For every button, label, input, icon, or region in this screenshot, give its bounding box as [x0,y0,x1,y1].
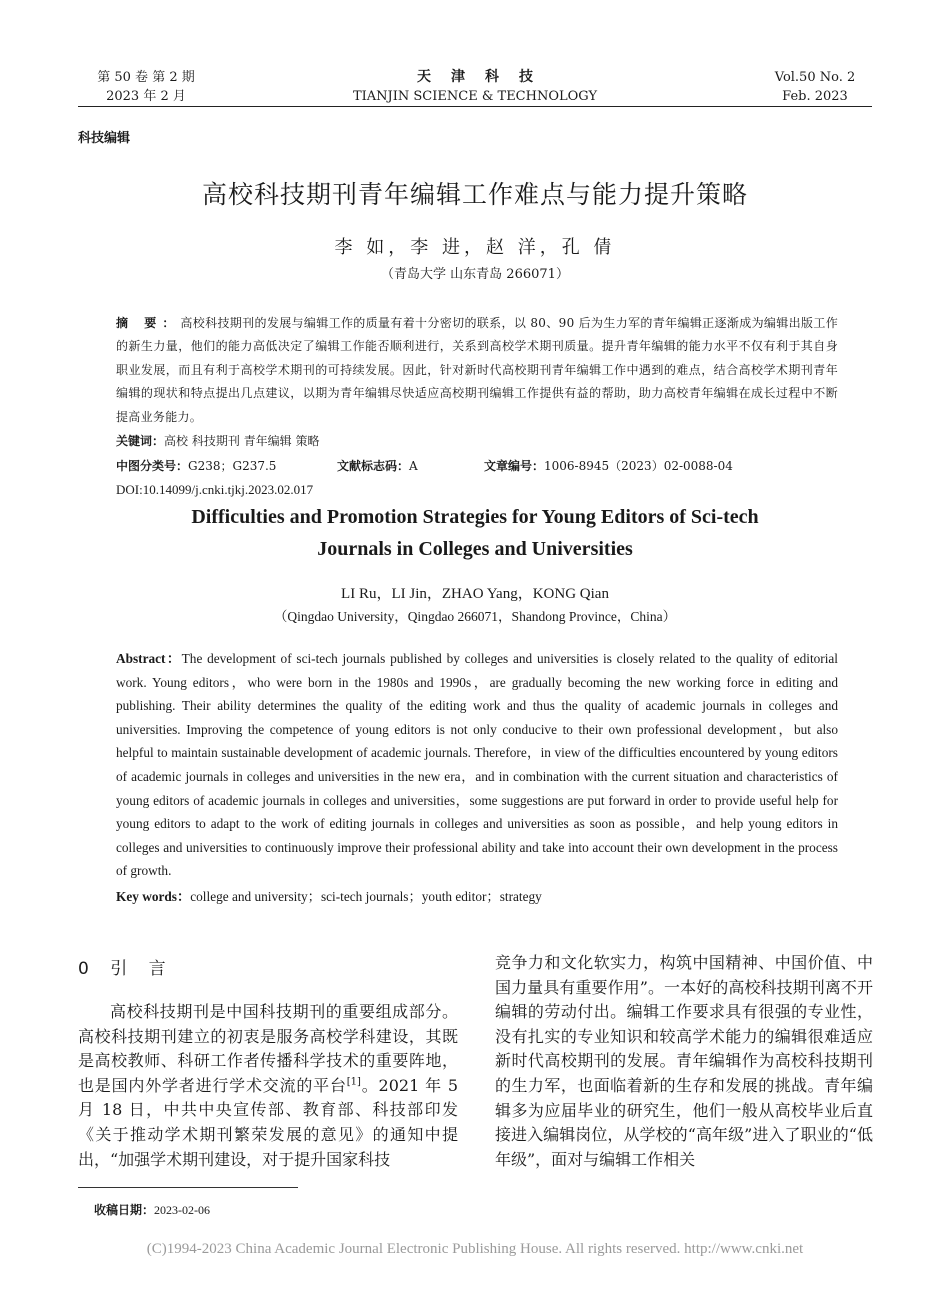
keywords-cn-text: 高校 科技期刊 青年编辑 策略 [164,434,320,448]
header-divider [78,106,872,107]
abstract-en [116,647,838,883]
abstract-en-text: The development of sci-tech journals published by colleges and universities is closely related to the quality of editorial work. Young editors，who were born in the 1980s and 1990s，are gradually becoming the new working force in editing and publishing. Their ability determines the quality of the editing work and thus the quality of academic journals in colleges and universities. Improving the competence of young editors is not only conducive to their own professional development，but also helpful to maintain sustainable development of academic journals. Therefore，in view of the difficulties encountered by young editors of academic journals in colleges and universities in the new era，and in combination with the current situation and characteristics of young editors of academic journals in colleges and universities，some suggestions are put forward in order to provide useful help for young editors to adapt to the work of editing journals in colleges and universities as soon as possible，and help young editors in colleges and universities to continuously improve their professional ability and take into account their own development in the process of growth. [116,651,839,879]
footnote-received-date [94,1201,210,1218]
keywords-en-label: Key words： [116,889,191,904]
citation-ref: [1] [346,1076,361,1088]
article-number-label: 文章编号： [484,459,545,473]
title-en-line-1: Difficulties and Promotion Strategies for Young Editors of Sci-tech [191,506,759,528]
date-en: Feb. 2023 [782,89,848,104]
title-en-line-2: Journals in Colleges and Universities [317,538,633,560]
footnote-divider [78,1187,298,1188]
doc-code-label: 文献标志码： [337,459,410,473]
date-cn: 2023 年 2 月 [106,89,186,104]
authors-en: LI Ru，LI Jin，ZHAO Yang，KONG Qian [341,586,609,602]
keywords-cn-label: 关键词： [116,434,165,448]
section-heading-introduction: 0 引 言 [78,959,174,979]
title-en [0,501,950,565]
affiliation-cn: （青岛大学 山东青岛 266071） [381,267,569,282]
keywords-en [116,886,542,905]
header-volume-en [760,68,870,106]
journal-name-cn: 天津科技 [417,69,553,85]
authors-cn: 李 如，李 进，赵 洋，孔 倩 [334,237,616,258]
copyright-watermark: (C)1994-2023 China Academic Journal Electronic Publishing House. All rights reserved. http://www.cnki.net [146,1241,804,1257]
column-tag: 科技编辑 [78,131,131,146]
clc-value: G238；G237.5 [188,459,277,473]
article-number [484,456,733,476]
abstract-cn [116,312,838,429]
clc-label: 中图分类号： [116,459,189,473]
doc-code-value: A [409,459,418,473]
abstract-cn-label: 摘 要： [116,316,181,330]
body-left-text-b: 。2021 年 5 月 18 日，中共中央宣传部、教育部、科技部印发《关于推动学术期刊繁荣发展的意见》的通知中提出，“加强学术期刊建设，对于提升国家科技 [78,1075,458,1169]
body-paragraph [78,1000,458,1172]
volume-issue-cn: 第 50 卷 第 2 期 [97,70,195,85]
body-column-left [78,1000,458,1172]
received-date-value: 2023-02-06 [154,1203,211,1217]
header-volume-cn [86,68,206,106]
keywords-cn [116,431,319,451]
clc-number [116,456,276,476]
keywords-en-text: college and university；sci-tech journals；youth editor；strategy [190,889,542,904]
abstract-cn-text: 高校科技期刊的发展与编辑工作的质量有着十分密切的联系，以 80、90 后为生力军的青年编辑正逐渐成为编辑出版工作的新生力量，他们的能力高低决定了编辑工作能否顺利进行，关系到高校学术期刊质量。提升青年编辑的能力水平不仅有利于其自身职业发展，而且有利于高校学术期刊的可持续发展。因此，针对新时代高校期刊青年编辑工作中遇到的难点，结合高校学术期刊青年编辑的现状和特点提出几点建议，以期为青年编辑尽快适应高校期刊编辑工作提供有益的帮助，助力高校青年编辑在成长过程中不断提高业务能力。 [116,316,838,424]
affiliation-en: （Qingdao University，Qingdao 266071，Shandong Province，China） [273,609,677,624]
body-left-text-a: 高校科技期刊是中国科技期刊的重要组成部分。高校科技期刊建立的初衷是服务高校学科建设，其既是高校教师、科研工作者传播科学技术的重要阵地，也是国内外学者进行学术交流的平台 [78,1002,458,1095]
header-journal [345,68,605,106]
volume-issue-en: Vol.50 No. 2 [774,70,856,85]
body-column-right [495,951,873,1172]
title-cn: 高校科技期刊青年编辑工作难点与能力提升策略 [201,180,748,209]
article-number-value: 1006-8945（2023）02-0088-04 [544,459,733,473]
abstract-en-label: Abstract： [116,651,182,666]
doi: DOI:10.14099/j.cnki.tjkj.2023.02.017 [116,482,314,497]
received-date-label: 收稿日期： [94,1203,155,1217]
document-code [337,456,418,476]
journal-name-en: TIANJIN SCIENCE & TECHNOLOGY [352,89,598,104]
body-right-text: 竞争力和文化软实力，构筑中国精神、中国价值、中国力量具有重要作用”。一本好的高校科技期刊离不开编辑的劳动付出。编辑工作要求具有很强的专业性，没有扎实的专业知识和较高学术能力的编辑很难适应新时代高校期刊的发展。青年编辑作为高校科技期刊的生力军，也面临着新的生存和发展的挑战。青年编辑多为应届毕业的研究生，他们一般从高校毕业后直接进入编辑岗位，从学校的“高年级”进入了职业的“低年级”，面对与编辑工作相关 [495,953,873,1169]
